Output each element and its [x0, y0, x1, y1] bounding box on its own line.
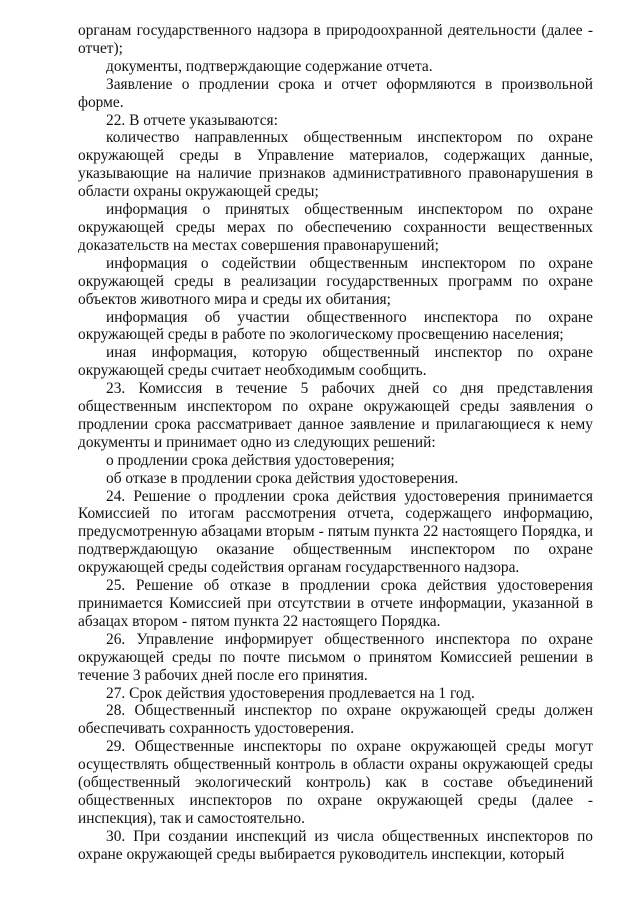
- paragraph-clause-22-item-5: иная информация, которую общественный инспектор по охране окружающей среды считает необходимым сообщить.: [78, 344, 593, 380]
- paragraph-clause-29: 29. Общественные инспекторы по охране окружающей среды могут осуществлять общественный контроль в области охраны окружающей среды (общественный экологический контроль) как в составе объединений общественных инспекторов по охране окружающей среды (далее - инспекция), так и самостоятельно.: [78, 738, 593, 827]
- paragraph-clause-22-item-1: количество направленных общественным инспектором по охране окружающей среды в Управление материалов, содержащих данные, указывающие на наличие признаков административного правонарушения в области охраны окружающей среды;: [78, 129, 593, 201]
- paragraph-free-form: Заявление о продлении срока и отчет оформляются в произвольной форме.: [78, 75, 593, 111]
- paragraph-clause-23: 23. Комиссия в течение 5 рабочих дней со дня представления общественным инспектором по охране окружающей среды заявления о продлении срока рассматривает данное заявление и прилагающиеся к нему документы и принимает одно из следующих решений:: [78, 380, 593, 451]
- paragraph-clause-22-item-2: информация о принятых общественным инспектором по охране окружающей среды мерах по обеспечению сохранности вещественных доказательств на местах совершения правонарушений;: [78, 201, 593, 254]
- paragraph-clause-23-option-1: о продлении срока действия удостоверения;: [106, 451, 395, 469]
- paragraph-clause-25: 25. Решение об отказе в продлении срока действия удостоверения принимается Комиссией при отсутствии в отчете информации, указанной в абзацах втором - пятом пункта 22 настоящего Порядка.: [78, 577, 593, 630]
- paragraph-clause-27: 27. Срок действия удостоверения продлевается на 1 год.: [106, 684, 475, 702]
- document-page: [78, 22, 593, 864]
- paragraph-clause-28: 28. Общественный инспектор по охране окружающей среды должен обеспечивать сохранность удостоверения.: [78, 702, 593, 738]
- paragraph-clause-23-option-2: об отказе в продлении срока действия удостоверения.: [106, 469, 459, 487]
- paragraph-supporting-documents: документы, подтверждающие содержание отчета.: [106, 57, 433, 75]
- paragraph-clause-26: 26. Управление информирует общественного инспектора по охране окружающей среды по почте письмом о принятом Комиссией решении в течение 3 рабочих дней после его принятия.: [78, 630, 593, 684]
- paragraph-clause-22: 22. В отчете указываются:: [106, 111, 278, 129]
- paragraph-report-continuation: органам государственного надзора в природоохранной деятельности (далее - отчет);: [78, 22, 593, 57]
- paragraph-clause-24: 24. Решение о продлении срока действия удостоверения принимается Комиссией по итогам рассмотрения отчета, содержащего информацию, предусмотренную абзацами вторым - пятым пункта 22 настоящего Порядка, и подтверждающую оказание общественным инспектором по охране окружающей среды содействия органам государственного надзора.: [78, 487, 593, 577]
- paragraph-clause-30: 30. При создании инспекций из числа общественных инспекторов по охране окружающей среды выбирается руководитель инспекции, который: [78, 827, 593, 863]
- paragraph-clause-22-item-3: информация о содействии общественным инспектором по охране окружающей среды в реализации государственных программ по охране объектов животного мира и среды их обитания;: [78, 254, 593, 308]
- paragraph-clause-22-item-4: информация об участии общественного инспектора по охране окружающей среды в работе по экологическому просвещению населения;: [78, 308, 593, 344]
